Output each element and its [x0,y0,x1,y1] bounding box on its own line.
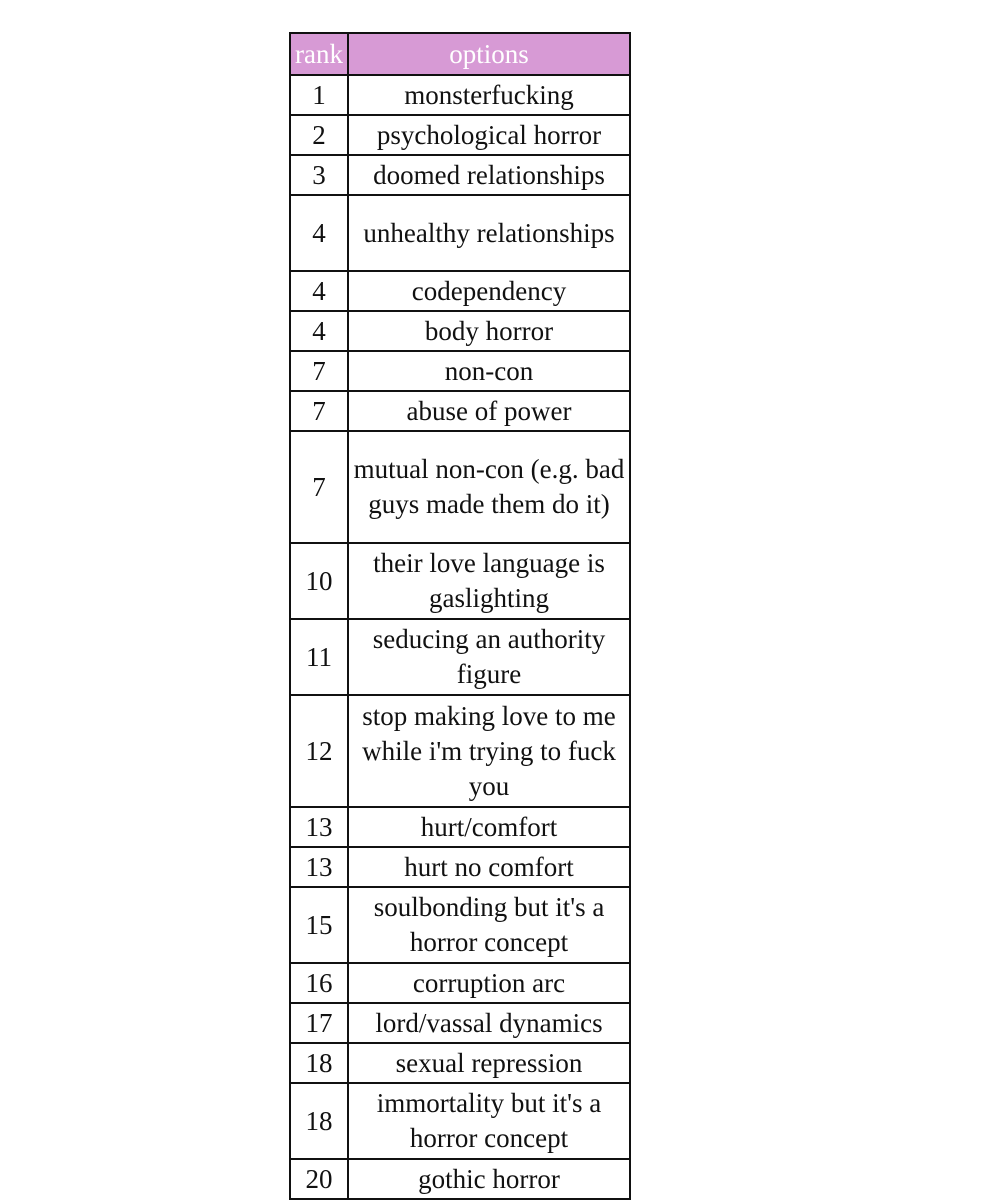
rank-cell: 3 [290,155,348,195]
rank-cell: 7 [290,391,348,431]
option-cell: hurt no comfort [348,847,630,887]
option-cell: soulbonding but it's a horror concept [348,887,630,963]
table-row [290,807,630,847]
rank-cell: 18 [290,1083,348,1159]
table-row [290,1043,630,1083]
option-cell: body horror [348,311,630,351]
option-cell: corruption arc [348,963,630,1003]
table-row [290,431,630,543]
table-row [290,963,630,1003]
option-cell: mutual non-con (e.g. bad guys made them do it) [348,431,630,543]
rank-cell: 13 [290,807,348,847]
table-row [290,847,630,887]
table-row [290,195,630,271]
rank-cell: 10 [290,543,348,619]
option-cell: non-con [348,351,630,391]
rank-cell: 11 [290,619,348,695]
option-cell: codependency [348,271,630,311]
table-row [290,1003,630,1043]
rank-cell: 18 [290,1043,348,1083]
option-cell: hurt/comfort [348,807,630,847]
rank-cell: 2 [290,115,348,155]
option-cell: their love language is gaslighting [348,543,630,619]
rank-cell: 7 [290,351,348,391]
rank-cell: 20 [290,1159,348,1199]
table-row [290,543,630,619]
rank-cell: 4 [290,195,348,271]
option-cell: stop making love to me while i'm trying to fuck you [348,695,630,807]
table-row [290,155,630,195]
table-row [290,115,630,155]
table-row [290,75,630,115]
table-header-row [290,33,630,75]
option-cell: sexual repression [348,1043,630,1083]
table-row [290,391,630,431]
rank-cell: 15 [290,887,348,963]
rank-column-header: rank [290,33,348,75]
option-cell: unhealthy relationships [348,195,630,271]
table-row [290,1083,630,1159]
options-column-header: options [348,33,630,75]
option-cell: gothic horror [348,1159,630,1199]
option-cell: lord/vassal dynamics [348,1003,630,1043]
table-row [290,619,630,695]
option-cell: immortality but it's a horror concept [348,1083,630,1159]
option-cell: psychological horror [348,115,630,155]
rank-cell: 13 [290,847,348,887]
option-cell: seducing an authority figure [348,619,630,695]
option-cell: abuse of power [348,391,630,431]
table-row [290,271,630,311]
table-row [290,887,630,963]
option-cell: doomed relationships [348,155,630,195]
table-row [290,695,630,807]
rank-cell: 17 [290,1003,348,1043]
table-row [290,351,630,391]
rank-cell: 1 [290,75,348,115]
rank-cell: 12 [290,695,348,807]
ranking-table [289,32,631,1200]
rank-cell: 4 [290,311,348,351]
option-cell: monsterfucking [348,75,630,115]
rank-cell: 4 [290,271,348,311]
table-row [290,311,630,351]
rank-cell: 16 [290,963,348,1003]
rank-cell: 7 [290,431,348,543]
table-row [290,1159,630,1199]
